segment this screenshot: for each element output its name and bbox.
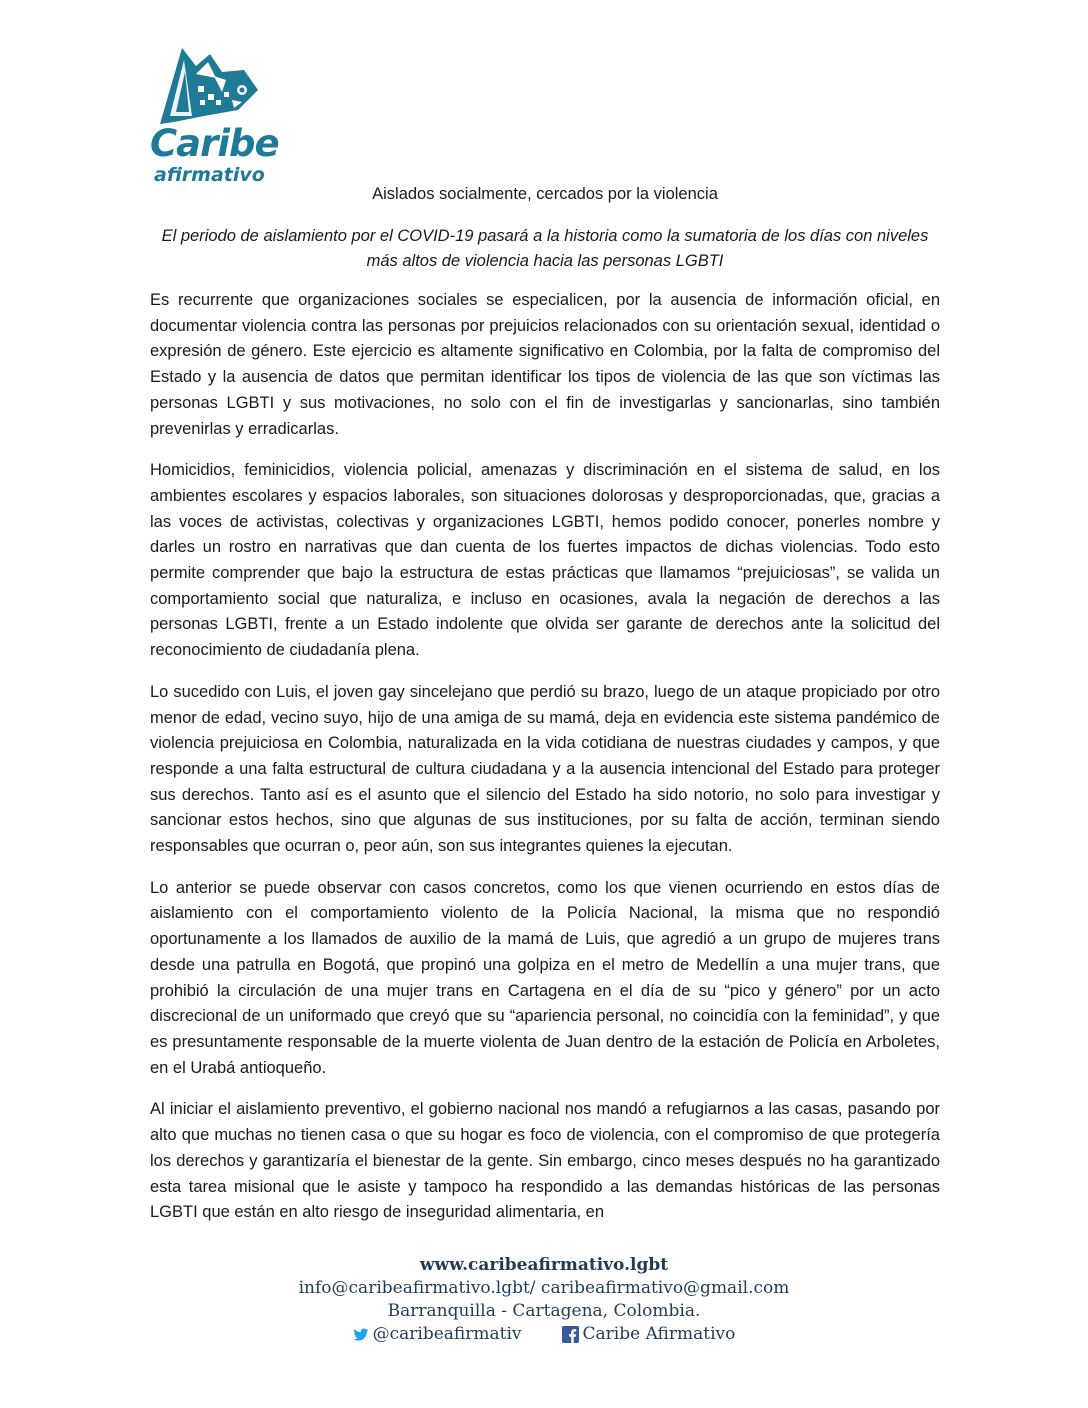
facebook-name: Caribe Afirmativo (582, 1324, 736, 1344)
document-body (150, 288, 940, 1242)
paragraph: Homicidios, feminicidios, violencia policial, amenazas y discriminación en el sistema de salud, en los ambientes escolares y espacios laborales, son situaciones dolorosas y desproporcionadas, que, gracias a las voces de activistas, colectivas y organizaciones LGBTI, hemos podido conocer, ponerles nombre y darles un rostro en narrativas que dan cuenta de los fuertes impactos de dichas violencias. Todo esto permite comprender que bajo la estructura de estas prácticas que llamamos “prejuiciosas”, se valida un comportamiento social que naturaliza, e incluso en ocasiones, avala la negación de derechos a las personas LGBTI, frente a un Estado indolente que olvida ser garante de derechos ante la solicitud del reconocimiento de ciudadanía plena. (150, 461, 940, 660)
document-title: Aislados socialmente, cercados por la violencia (372, 185, 718, 203)
fish-logo-icon (152, 46, 260, 126)
paragraph: Es recurrente que organizaciones sociales se especialicen, por la ausencia de información oficial, en documentar violencia contra las personas por prejuicios relacionados con su orientación sexual, identidad o expresión de género. Este ejercicio es altamente significativo en Colombia, por la falta de compromiso del Estado y la ausencia de datos que permitan identificar los tipos de violencia de las que son víctimas las personas LGBTI y sus motivaciones, no solo con el fin de investigarlas y sancionarlas, sino también prevenirlas y erradicarlas. (150, 291, 940, 438)
paragraph: Al iniciar el aislamiento preventivo, el gobierno nacional nos mandó a refugiarnos a las casas, pasando por alto que muchas no tienen casa o que su hogar es foco de violencia, con el compromiso de que protegería los derechos y garantizaría el bienestar de la gente. Sin embargo, cinco meses después no ha garantizado esta tarea misional que le asiste y tampoco ha respondido a las demandas históricas de las personas LGBTI que están en alto riesgo de inseguridad alimentaria, en (150, 1100, 940, 1222)
page-footer (0, 1254, 1088, 1346)
logo-wordmark-caribe: Caribe (150, 122, 279, 165)
footer-emails[interactable]: info@caribeafirmativo.lgbt/ caribeafirmativo@gmail.com (298, 1278, 790, 1298)
twitter-handle: @caribeafirmativ (372, 1324, 522, 1344)
paragraph: Lo anterior se puede observar con casos concretos, como los que vienen ocurriendo en estos días de aislamiento con el comportamiento violento de la Policía Nacional, la misma que no respondió oportunamente a los llamados de auxilio de la mamá de Luis, que agredió a un grupo de mujeres trans desde una patrulla en Bogotá, que propinó una golpiza en el metro de Medellín a una mujer trans, que prohibió la circulación de una mujer trans en Cartagena en el día de su “pico y género” por un acto discrecional de un uniformado que creyó que su “apariencia personal, no coincidía con la feminidad”, y que es presuntamente responsable de la muerte violenta de Juan dentro de la estación de Policía en Arboletes, en el Urabá antioqueño. (150, 878, 940, 1077)
paragraph: Lo sucedido con Luis, el joven gay sincelejano que perdió su brazo, luego de un ataque propiciado por otro menor de edad, vecino suyo, hijo de una amiga de su mamá, deja en evidencia este sistema pandémico de violencia prejuiciosa en Colombia, naturalizada en la vida cotidiana de nuestras ciudades y campos, y que responde a una falta estructural de cultura ciudadana y a la ausencia intencional del Estado para proteger sus derechos. Tanto así es el asunto que el silencio del Estado ha sido notorio, no solo para investigar y sancionar estos hechos, sino que algunas de sus instituciones, por su falta de acción, terminan siendo responsables que ocurran o, peor aún, son sus integrantes quienes la ejecutan. (150, 682, 940, 856)
footer-website-link[interactable]: www.caribeafirmativo.lgbt (419, 1255, 669, 1275)
footer-social-links (0, 1323, 1088, 1346)
caribe-afirmativo-logo (150, 46, 279, 186)
facebook-icon (562, 1326, 579, 1343)
logo-wordmark-afirmativo: afirmativo (154, 164, 265, 186)
document-subtitle: El periodo de aislamiento por el COVID-19 pasará a la historia como la sumatoria de los días con niveles más altos de violencia hacia las personas LGBTI (161, 227, 929, 270)
twitter-icon (353, 1328, 369, 1342)
footer-location: Barranquilla - Cartagena, Colombia. (387, 1301, 701, 1321)
twitter-link[interactable] (353, 1323, 522, 1346)
facebook-link[interactable] (562, 1323, 736, 1346)
